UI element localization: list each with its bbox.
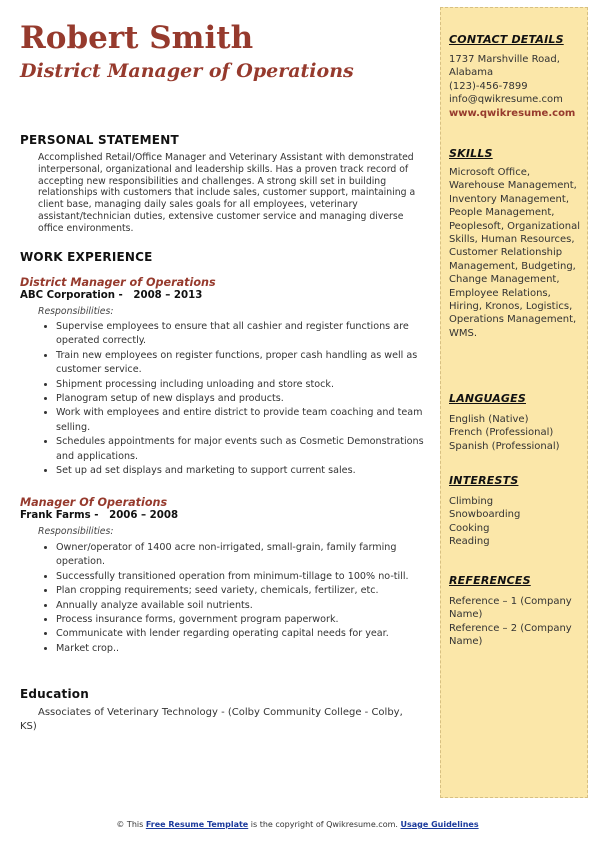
list-item: • Shipment processing including unloading and store stock.: [56, 378, 440, 392]
references-heading: REFERENCES: [449, 574, 531, 587]
interests-heading: INTERESTS: [449, 474, 519, 487]
job-responsibilities-list: [38, 541, 440, 656]
personal-statement-heading: PERSONAL STATEMENT: [20, 133, 179, 147]
education-heading: Education: [20, 687, 89, 701]
footer-copyright-text: is the copyright of Qwikresume.com.: [248, 820, 401, 829]
references-list: [449, 595, 583, 649]
address-line: 1737 Marshville Road,: [449, 54, 560, 65]
contact-details-heading: CONTACT DETAILS: [449, 33, 564, 46]
list-item: • Schedules appointments for major events such as Cosmetic Demonstrations and applications.: [56, 435, 440, 464]
list-item: Climbing: [449, 496, 494, 507]
list-item: French (Professional): [449, 427, 554, 439]
list-item: • Set up ad set displays and marketing to support current sales.: [56, 464, 440, 478]
list-item: • Planogram setup of new displays and products.: [56, 392, 440, 406]
list-item: • Plan cropping requirements; seed variety, chemicals, fertilizer, etc.: [56, 584, 440, 598]
list-item: • Owner/operator of 1400 acre non-irrigated, small-grain, family farming operation.: [56, 541, 440, 570]
usage-guidelines-link[interactable]: Usage Guidelines: [400, 820, 479, 829]
sidebar: [440, 7, 588, 798]
skills-text: Microsoft Office, Warehouse Management, Inventory Management, People Management, Peoplesoft, Organizational Skills, Human Resources, Customer Relationship Management, Budgeting, Change Management, Employee Relations, Hiring, Kronos, Logistics, Operations Management, WMS.: [449, 167, 581, 339]
list-item: Snowboarding: [449, 509, 521, 521]
job-company: Frank Farms - 2006 – 2008: [20, 510, 179, 521]
candidate-title: District Manager of Operations: [20, 60, 354, 82]
footer: [0, 820, 595, 829]
list-item: Spanish (Professional): [449, 440, 560, 452]
phone-number: (123)-456-7899: [449, 80, 528, 92]
email-address[interactable]: info@qwikresume.com: [449, 94, 563, 106]
address-line: Alabama: [449, 67, 494, 79]
responsibilities-label: Responsibilities:: [38, 306, 114, 317]
candidate-name: Robert Smith: [20, 20, 254, 56]
website-link[interactable]: www.qwikresume.com: [449, 107, 576, 119]
personal-statement-text: Accomplished Retail/Office Manager and Veterinary Assistant with demonstrated interpersonal, organizational and leadership skills. Has a proven track record of accepting new responsibilities and challenges. A strong skill set in building relationships with customers that include sales, customer support, maintaining a client base, managing daily sales goals for all employees, veterinary assistant/technician duties, extensive customer service and managing diverse office environments.: [38, 152, 416, 234]
list-item: • Work with employees and entire district to provide team coaching and team selling.: [56, 406, 440, 435]
work-experience-heading: WORK EXPERIENCE: [20, 250, 153, 264]
list-item: • Process insurance forms, government program paperwork.: [56, 613, 440, 627]
list-item: Reference – 2 (Company Name): [449, 622, 572, 648]
contact-details: [449, 53, 583, 120]
skills-heading: SKILLS: [449, 147, 493, 160]
job-title: District Manager of Operations: [20, 276, 216, 289]
list-item: • Train new employees on register functions, proper cash handling as well as customer service.: [56, 349, 440, 378]
list-item: • Annually analyze available soil nutrients.: [56, 599, 440, 613]
list-item: Reference – 1 (Company Name): [449, 596, 572, 621]
job-company: ABC Corporation - 2008 – 2013: [20, 290, 203, 301]
footer-prefix: © This: [116, 820, 146, 829]
list-item: • Supervise employees to ensure that all cashier and register functions are operated correctly.: [56, 320, 440, 349]
responsibilities-label: Responsibilities:: [38, 526, 114, 537]
languages-list: [449, 413, 583, 453]
job-responsibilities-list: [38, 320, 440, 478]
list-item: Cooking: [449, 522, 490, 534]
languages-heading: LANGUAGES: [449, 392, 526, 405]
job-title: Manager Of Operations: [20, 496, 168, 509]
list-item: Reading: [449, 536, 490, 548]
list-item: English (Native): [449, 414, 529, 425]
list-item: • Successfully transitioned operation from minimum-tillage to 100% no-till.: [56, 570, 440, 584]
free-resume-template-link[interactable]: Free Resume Template: [145, 820, 249, 829]
list-item: • Communicate with lender regarding operating capital needs for year.: [56, 627, 440, 641]
list-item: • Market crop..: [56, 642, 440, 656]
interests-list: [449, 495, 583, 549]
education-text: Associates of Veterinary Technology - (Colby Community College - Colby, KS): [20, 707, 403, 732]
